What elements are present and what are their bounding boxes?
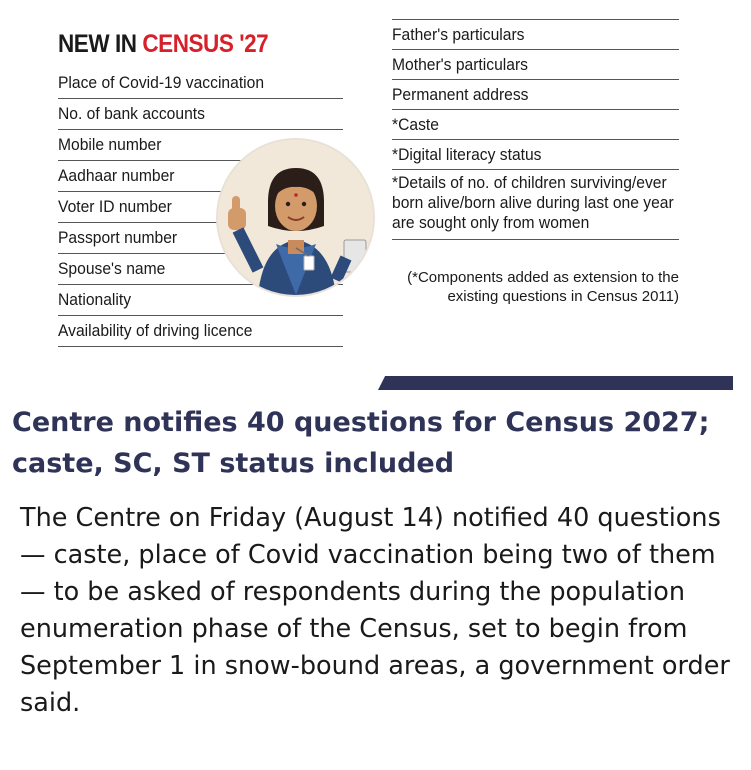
list-item: Mother's particulars (392, 50, 679, 80)
list-item: Aadhaar number (58, 161, 343, 192)
census-infographic (0, 0, 751, 360)
enumerator-illustration (218, 140, 373, 295)
list-item: Spouse's name (58, 254, 343, 285)
headline-prefix: NEW IN (58, 30, 143, 58)
list-item: Nationality (58, 285, 343, 316)
list-item: Passport number (58, 223, 343, 254)
infographic-footnote: (*Components added as extension to the existing questions in Census 2011) (407, 269, 679, 305)
list-item: Availability of driving licence (58, 316, 343, 347)
list-item: *Caste (392, 110, 679, 140)
list-item: Voter ID number (58, 192, 343, 223)
list-item: Permanent address (392, 80, 679, 110)
headline-accent: CENSUS '27 (142, 30, 269, 58)
section-divider (378, 376, 733, 390)
list-item: *Details of no. of children surviving/ever born alive/born alive during last one year are sought only from women (392, 170, 679, 240)
list-item: Mobile number (58, 130, 343, 161)
enumerator-woman-icon (218, 140, 373, 295)
article-title: Centre notifies 40 questions for Census 2027; caste, SC, ST status included (12, 407, 710, 479)
list-item: *Digital literacy status (392, 140, 679, 170)
new-questions-list-right (392, 19, 679, 240)
list-item: Place of Covid-19 vaccination (58, 68, 343, 99)
list-item: Father's particulars (392, 20, 679, 50)
list-item: No. of bank accounts (58, 99, 343, 130)
infographic-headline (58, 30, 268, 59)
article-body: The Centre on Friday (August 14) notified 40 questions — caste, place of Covid vaccination being two of them — to be asked of respondents during the population enumeration phase of the Census, set to begin from September 1 in snow-bound areas, a government order said. (20, 503, 730, 718)
